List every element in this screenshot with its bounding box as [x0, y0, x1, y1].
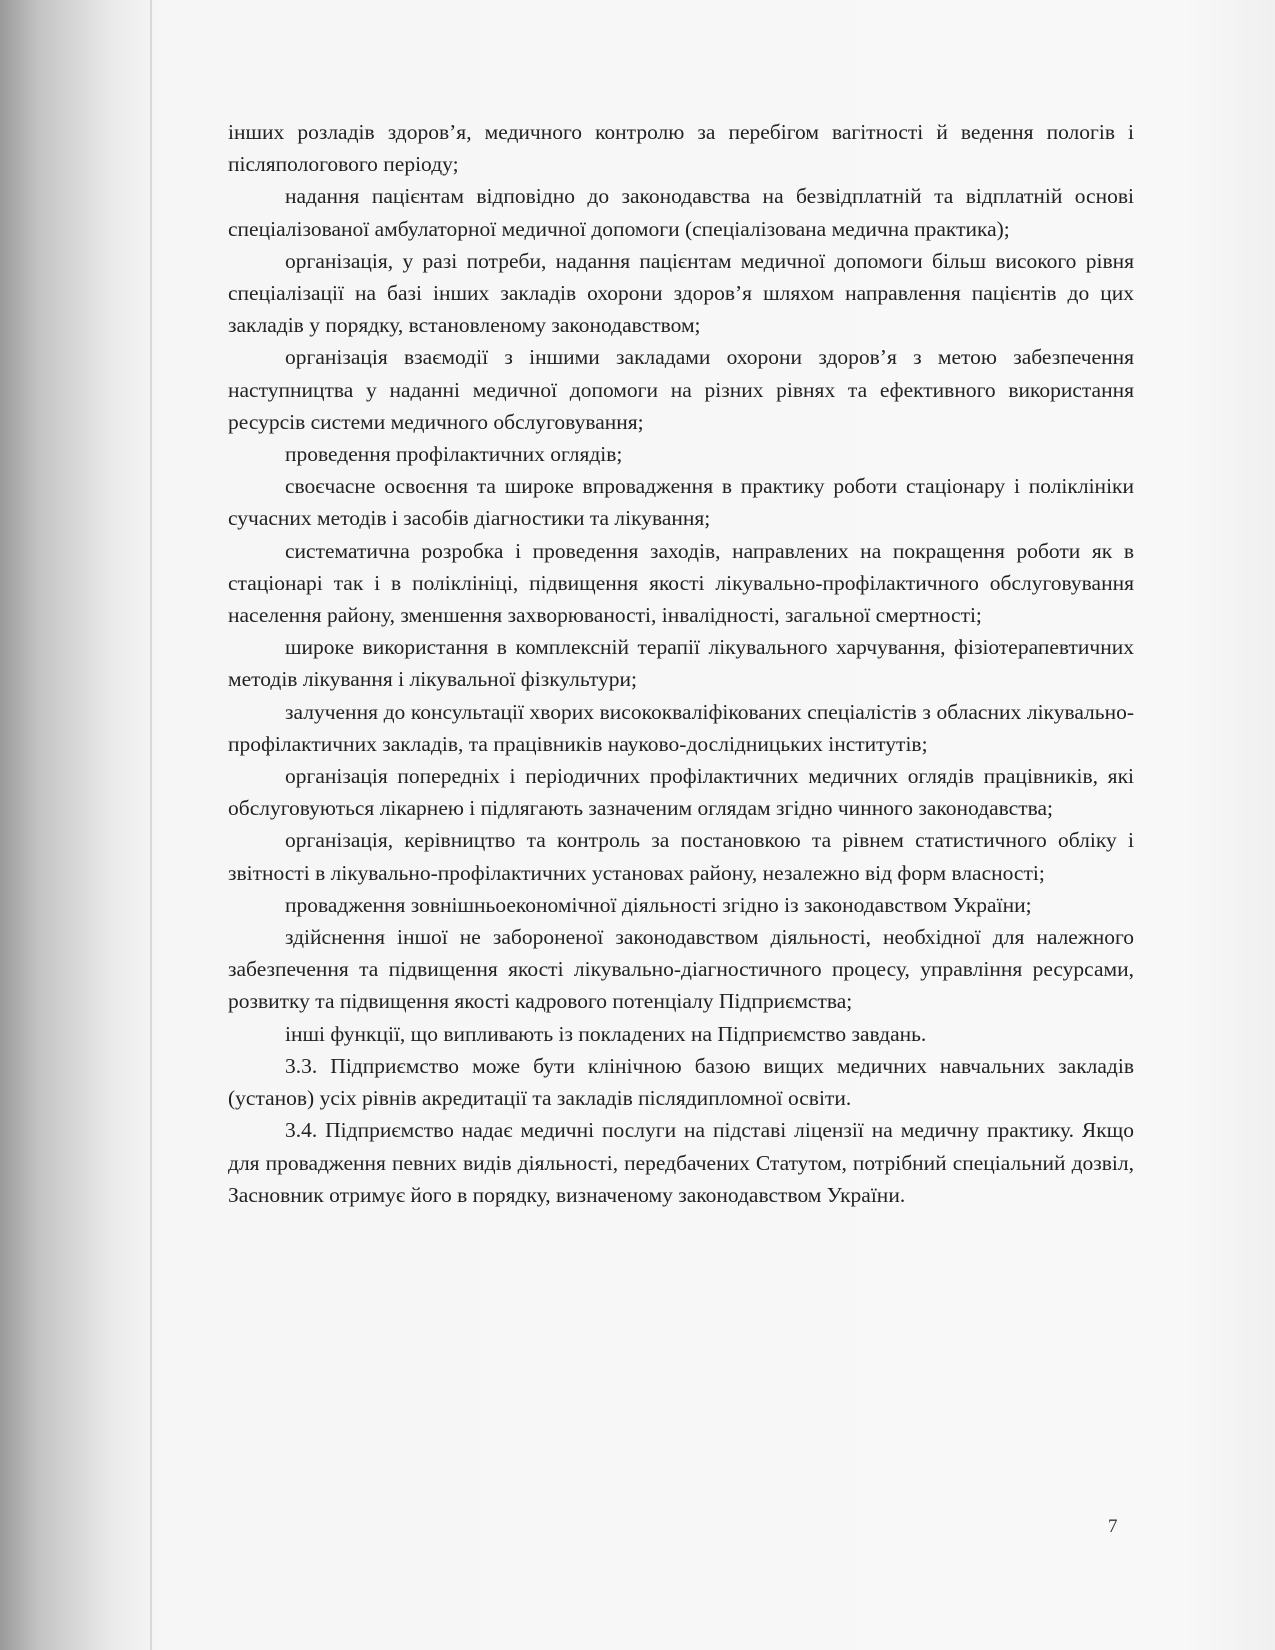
paragraph-foreign-economic: провадження зовнішньоекономічної діяльності згідно із законодавством України; [285, 892, 1032, 917]
paragraph-cooperation: організація взаємодії з іншими закладами охорони здоров’я з метою забезпечення наступництва у наданні медичної допомоги на різних рівнях та ефективного використання ресурсів системи медичного обслуговування; [228, 345, 1134, 434]
paragraph-referral: організація, у разі потреби, надання пацієнтам медичної допомоги більш високого рівня спеціалізації на базі інших закладів охорони здоров’я шляхом направлення пацієнтів до цих закладів у порядку, встановленому законодавством; [228, 248, 1134, 338]
paragraph-clinical-base: 3.3. Підприємство може бути клінічною базою вищих медичних навчальних закладів (установ) усіх рівнів акредитації та закладів післядипломної освіти. [228, 1053, 1134, 1111]
paragraph-license: 3.4. Підприємство надає медичні послуги на підставі ліцензії на медичну практику. Якщо для провадження певних видів діяльності, передбачених Статутом, потрібний спеціальний дозвіл, Засновник отримує його в порядку, визначеному законодавством України. [228, 1118, 1134, 1207]
paragraph-improvement-measures: систематична розробка і проведення заходів, направлених на покращення роботи як в стаціонарі так і в поліклініці, підвищення якості лікувально-профілактичного обслуговування населення району, зменшення захворюваності, інвалідності, загальної смертності; [228, 538, 1134, 628]
paragraph-therapy: широке використання в комплексній терапії лікувального харчування, фізіотерапевтичних методів лікування і лікувальної фізкультури; [228, 635, 1134, 692]
paragraph-specialized-care: надання пацієнтам відповідно до законодавства на безвідплатній та відплатній основі спеціалізованої амбулаторної медичної допомоги (спеціалізована медична практика); [228, 184, 1134, 241]
paragraph-other-activity: здійснення іншої не забороненої законодавством діяльності, необхідної для належного забезпечення та підвищення якості лікувально-діагностичного процесу, управління ресурсами, розвитку та підвищення якості кадрового потенціалу Підприємства; [228, 925, 1134, 1014]
paragraph-continuation: інших розладів здоров’я, медичного контролю за перебігом вагітності й ведення пологів і післяпологового періоду; [228, 120, 1134, 177]
paragraph-worker-exams: організація попередніх і періодичних профілактичних медичних оглядів працівників, які обслуговуються лікарнею і підлягають зазначеним оглядам згідно чинного законодавства; [228, 764, 1134, 821]
paragraph-consultation: залучення до консультації хворих висококваліфікованих спеціалістів з обласних лікувально-профілактичних закладів, та працівників науково-дослідницьких інститутів; [228, 699, 1134, 756]
paragraph-statistics: організація, керівництво та контроль за постановкою та рівнем статистичного обліку і звітності в лікувально-профілактичних установах району, незалежно від форм власності; [228, 828, 1134, 885]
paragraph-preventive-exams: проведення профілактичних оглядів; [285, 442, 623, 467]
page-fold-edge [150, 0, 152, 1650]
page-body-text [228, 116, 1134, 1211]
page-number: 7 [1108, 1516, 1118, 1537]
paragraph-modern-methods: своєчасне освоєння та широке впровадження в практику роботи стаціонару і поліклініки сучасних методів і засобів діагностики та лікування; [228, 474, 1134, 531]
paragraph-other-functions: інші функції, що випливають із покладених на Підприємство завдань. [285, 1021, 927, 1046]
